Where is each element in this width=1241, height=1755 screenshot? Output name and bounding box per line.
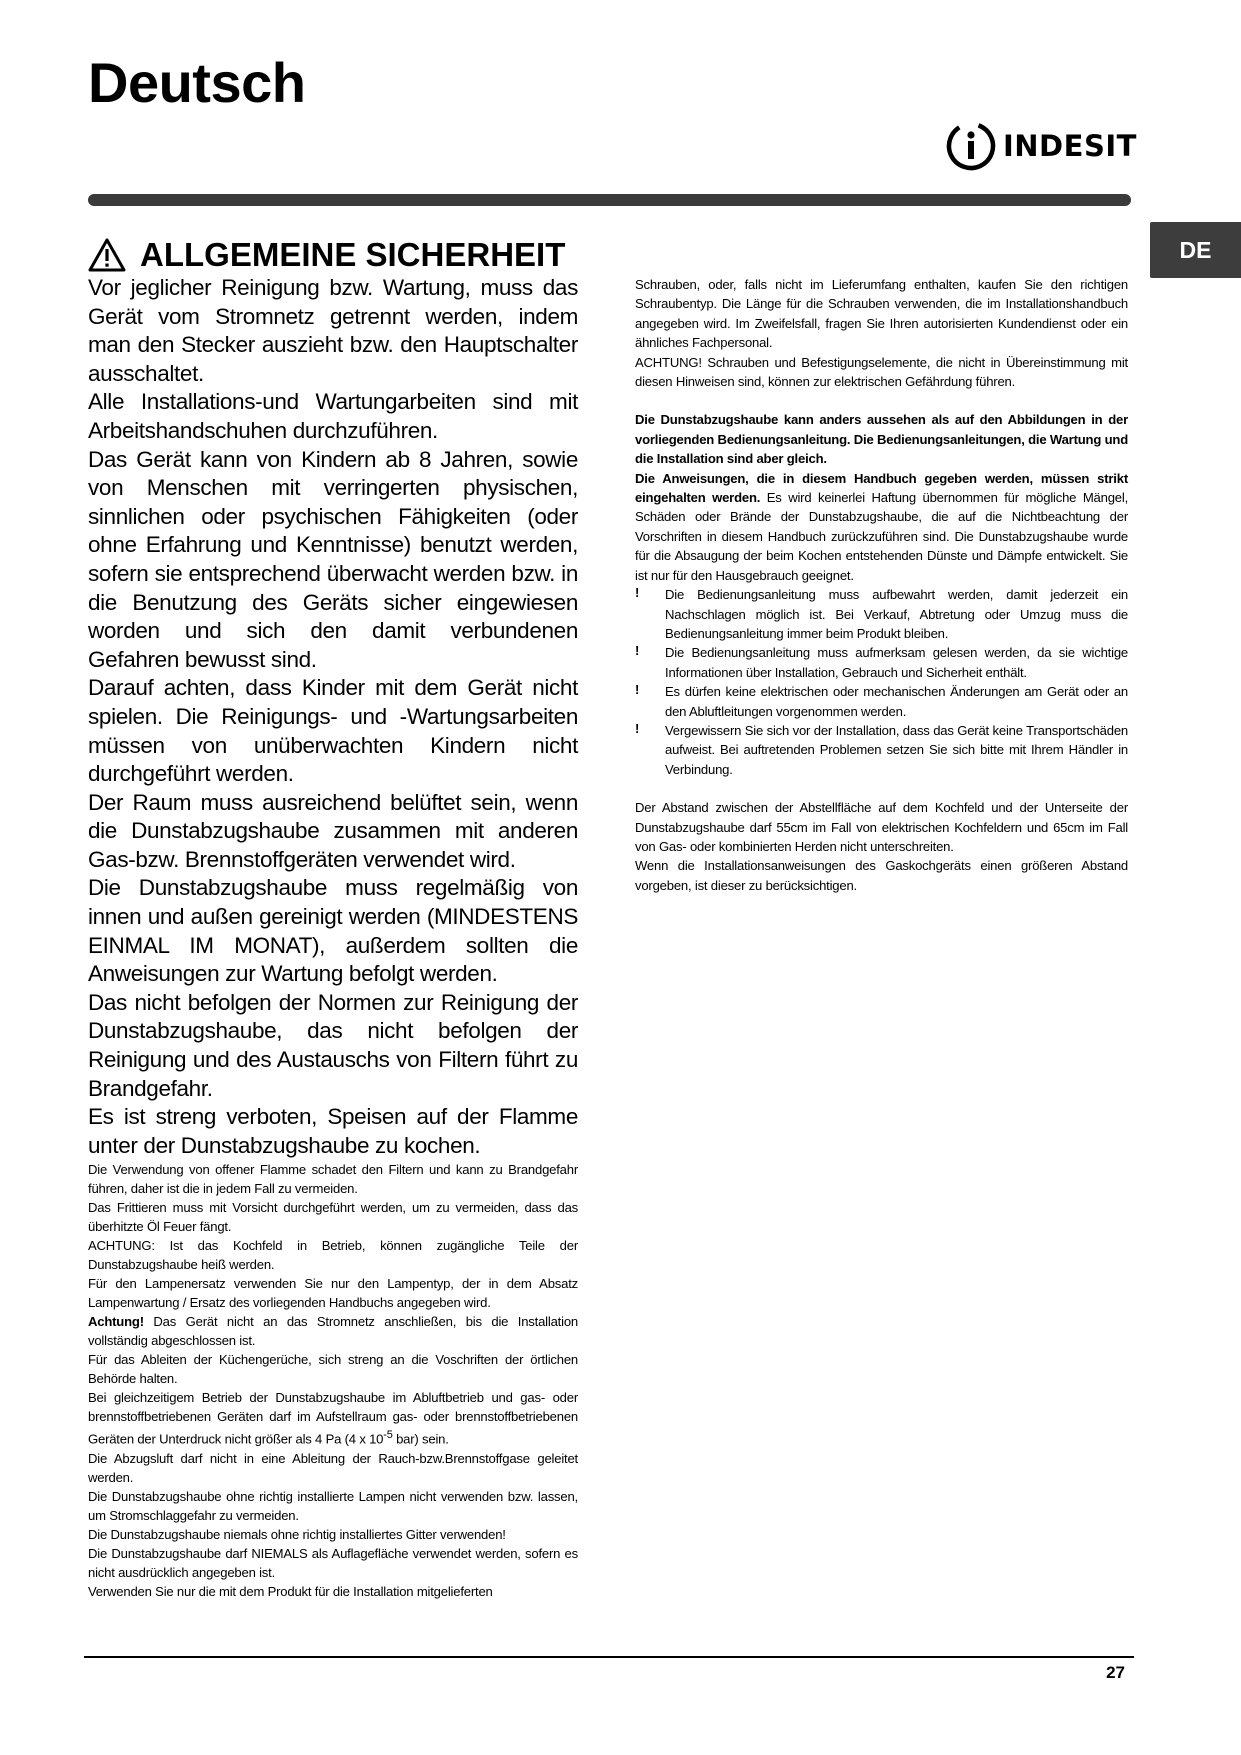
instructions-text: Es wird keinerlei Haftung übernommen für mögliche Mängel, Schäden oder Brände der Dunstabzugshaube, die auf die Nichtbeachtung der Vorschriften in diesem Handbuch zurückzuführen sind. Die Dunstabzugshaube wurde für die Absaugung der beim Kochen entstehenden Dünste und Dämpfe entwickelt. Sie ist nur für den Hausgebrauch geeignet. xyxy=(635,490,1129,583)
section-heading xyxy=(88,236,565,274)
exclamation-icon: ! xyxy=(635,585,640,601)
note-text: bar) sein. xyxy=(392,1431,449,1447)
language-title: Deutsch xyxy=(88,51,306,114)
page-number: 27 xyxy=(1106,1663,1125,1682)
note-paragraph: ACHTUNG: Ist das Kochfeld in Betrieb, können zugängliche Teile der Dunstabzugshaube heiß werden. xyxy=(88,1238,578,1273)
safety-paragraph: Darauf achten, dass Kinder mit dem Gerät nicht spielen. Die Reinigungs- und -Wartungsarbeiten müssen von unüberwachten Kindern nicht durchgeführt werden. xyxy=(88,675,578,787)
warning-text: Die Bedienungsanleitung muss aufmerksam gelesen werden, da sie wichtige Informationen über Installation, Gebrauch und Sicherheit enthält. xyxy=(665,645,1128,680)
warning-text: Die Bedienungsanleitung muss aufbewahrt werden, damit jederzeit ein Nachschlagen möglich ist. Bei Verkauf, Abtretung oder Umzug muss die Bedienungsanleitung immer beim Produkt bleiben. xyxy=(665,587,1128,641)
language-tab: DE xyxy=(1150,222,1241,278)
safety-paragraph: Alle Installations-und Wartungarbeiten sind mit Arbeitshandschuhen durchzuführen. xyxy=(88,389,578,443)
warning-triangle-icon xyxy=(88,238,126,272)
note-paragraph: Für das Ableiten der Küchengerüche, sich streng an die Voschriften der örtlichen Behörde halten. xyxy=(88,1352,578,1387)
note-paragraph: Verwenden Sie nur die mit dem Produkt für die Installation mitgelieferten xyxy=(88,1583,493,1599)
warning-text: Es dürfen keine elektrischen oder mechanischen Änderungen am Gerät oder an den Abluftleitungen vorgenommen werden. xyxy=(665,684,1128,719)
exclamation-icon: ! xyxy=(635,682,640,698)
note-text: Bei gleichzeitigem Betrieb der Dunstabzugshaube im Abluftbetrieb und gas- oder brennstoffbetriebenen Geräten darf im Aufstellraum gas- oder brennstoffbetriebenen Geräten der Unterdruck nicht größer als 4 Pa (4 x 10 xyxy=(88,1390,578,1447)
gas-instructions-paragraph: Wenn die Installationsanweisungen des Gaskochgeräts einen größeren Abstand vorgeben, ist dieser zu berücksichtigen. xyxy=(635,858,1128,893)
bold-notice: Die Dunstabzugshaube kann anders aussehen als auf den Abbildungen in der vorliegenden Bedienungsanleitung. Die Bedienungsanleitungen, die Wartung und die Installation sind aber gleich. xyxy=(635,412,1128,467)
achtung-label: Achtung! xyxy=(88,1314,144,1330)
warning-item xyxy=(635,643,1128,682)
note-paragraph xyxy=(88,1312,578,1350)
note-paragraph: Die Abzugsluft darf nicht in eine Ableitung der Rauch-bzw.Brennstoffgase geleitet werden. xyxy=(88,1450,578,1485)
warning-item xyxy=(635,682,1128,721)
warning-item xyxy=(635,721,1128,779)
warning-text: Vergewissern Sie sich vor der Installation, dass das Gerät keine Transportschäden aufweist. Bei auftretenden Problemen setzen Sie sich bitte mit Ihrem Händler in Verbindung. xyxy=(665,722,1128,777)
note-paragraph: Die Verwendung von offener Flamme schadet den Filtern und kann zu Brandgefahr führen, daher ist die in jedem Fall zu vermeiden. xyxy=(88,1162,578,1197)
safety-paragraph: Der Raum muss ausreichend belüftet sein, wenn die Dunstabzugshaube zusammen mit anderen Gas-bzw. Brennstoffgeräten verwendet wird. xyxy=(88,789,578,872)
section-heading-text: ALLGEMEINE SICHERHEIT xyxy=(140,236,566,273)
note-paragraph: Die Dunstabzugshaube ohne richtig installierte Lampen nicht verwenden bzw. lassen, um Stromschlaggefahr zu vermeiden. xyxy=(88,1488,578,1523)
safety-paragraph: Das Gerät kann von Kindern ab 8 Jahren, sowie von Menschen mit verringerten physischen, sinnlichen oder psychischen Fähigkeiten (oder ohne Erfahrung und Kenntnisse) benutzt werden, sofern sie entsprechend überwacht werden bzw. in die Benutzung des Geräts sicher eingewiesen worden und sich den damit verbundenen Gefahren bewusst sind. xyxy=(88,446,578,672)
safety-paragraph: Vor jeglicher Reinigung bzw. Wartung, muss das Gerät vom Stromnetz getrennt werden, indem man den Stecker auszieht bzw. den Hauptschalter ausschaltet. xyxy=(88,275,578,386)
note-paragraph: Für den Lampenersatz verwenden Sie nur den Lampentyp, der in dem Absatz Lampenwartung / Ersatz des vorliegenden Handbuchs angegeben wird. xyxy=(88,1276,578,1311)
brand-logo-text: INDESIT xyxy=(1003,129,1137,163)
safety-paragraph: Das nicht befolgen der Normen zur Reinigung der Dunstabzugshaube, das nicht befolgen der Reinigung und des Austauschs von Filtern führt zu Brandgefahr. xyxy=(88,989,578,1101)
note-paragraph xyxy=(88,1388,578,1448)
safety-paragraph: Es ist streng verboten, Speisen auf der Flamme unter der Dunstabzugshaube zu kochen. xyxy=(88,1104,578,1158)
brand-logo xyxy=(945,120,1137,172)
note-text: Das Gerät nicht an das Stromnetz anschließen, bis die Installation vollständig abgeschlossen ist. xyxy=(88,1314,578,1349)
note-paragraph: Die Dunstabzugshaube niemals ohne richtig installiertes Gitter verwenden! xyxy=(88,1526,506,1542)
exclamation-icon: ! xyxy=(635,643,640,659)
exponent: -5 xyxy=(383,1429,393,1442)
footer-divider xyxy=(84,1656,1134,1658)
instructions-bold: Die Anweisungen, die in diesem Handbuch gegeben werden, müssen strikt eingehalten werden. xyxy=(635,470,1128,506)
instructions-paragraph xyxy=(635,469,1128,585)
note-paragraph: Schrauben, oder, falls nicht im Lieferumfang enthalten, kaufen Sie den richtigen Schraubentyp. Die Länge für die Schrauben verwenden, die im Installationshandbuch angegeben wird. Im Zweifelsfall, fragen Sie Ihren autorisierten Kundendienst oder ein ähnliches Fachpersonal. xyxy=(635,277,1128,351)
warning-item xyxy=(635,585,1128,643)
left-column xyxy=(88,274,578,1601)
right-column xyxy=(635,275,1128,895)
note-paragraph: ACHTUNG! Schrauben und Befestigungselemente, die nicht in Übereinstimmung mit diesen Hinweisen sind, können zur elektrischen Gefährdung führen. xyxy=(635,354,1128,390)
note-paragraph: Das Frittieren muss mit Vorsicht durchgeführt werden, um zu vermeiden, dass das überhitzte Öl Feuer fängt. xyxy=(88,1200,578,1235)
distance-paragraph: Der Abstand zwischen der Abstellfläche auf dem Kochfeld und der Unterseite der Dunstabzugshaube darf 55cm im Fall von elektrischen Kochfeldern und 65cm im Fall von Gas- oder kombinierten Herden nicht unterschreiten. xyxy=(635,800,1128,854)
header-divider xyxy=(88,194,1131,206)
exclamation-icon: ! xyxy=(635,720,640,736)
indesit-logo-icon xyxy=(945,120,997,172)
safety-paragraph: Die Dunstabzugshaube muss regelmäßig von innen und außen gereinigt werden (MINDESTENS EINMAL IM MONAT), außerdem sollten die Anweisungen zur Wartung befolgt werden. xyxy=(88,875,578,987)
note-paragraph: Die Dunstabzugshaube darf NIEMALS als Auflagefläche verwendet werden, sofern es nicht ausdrücklich angegeben ist. xyxy=(88,1545,578,1580)
